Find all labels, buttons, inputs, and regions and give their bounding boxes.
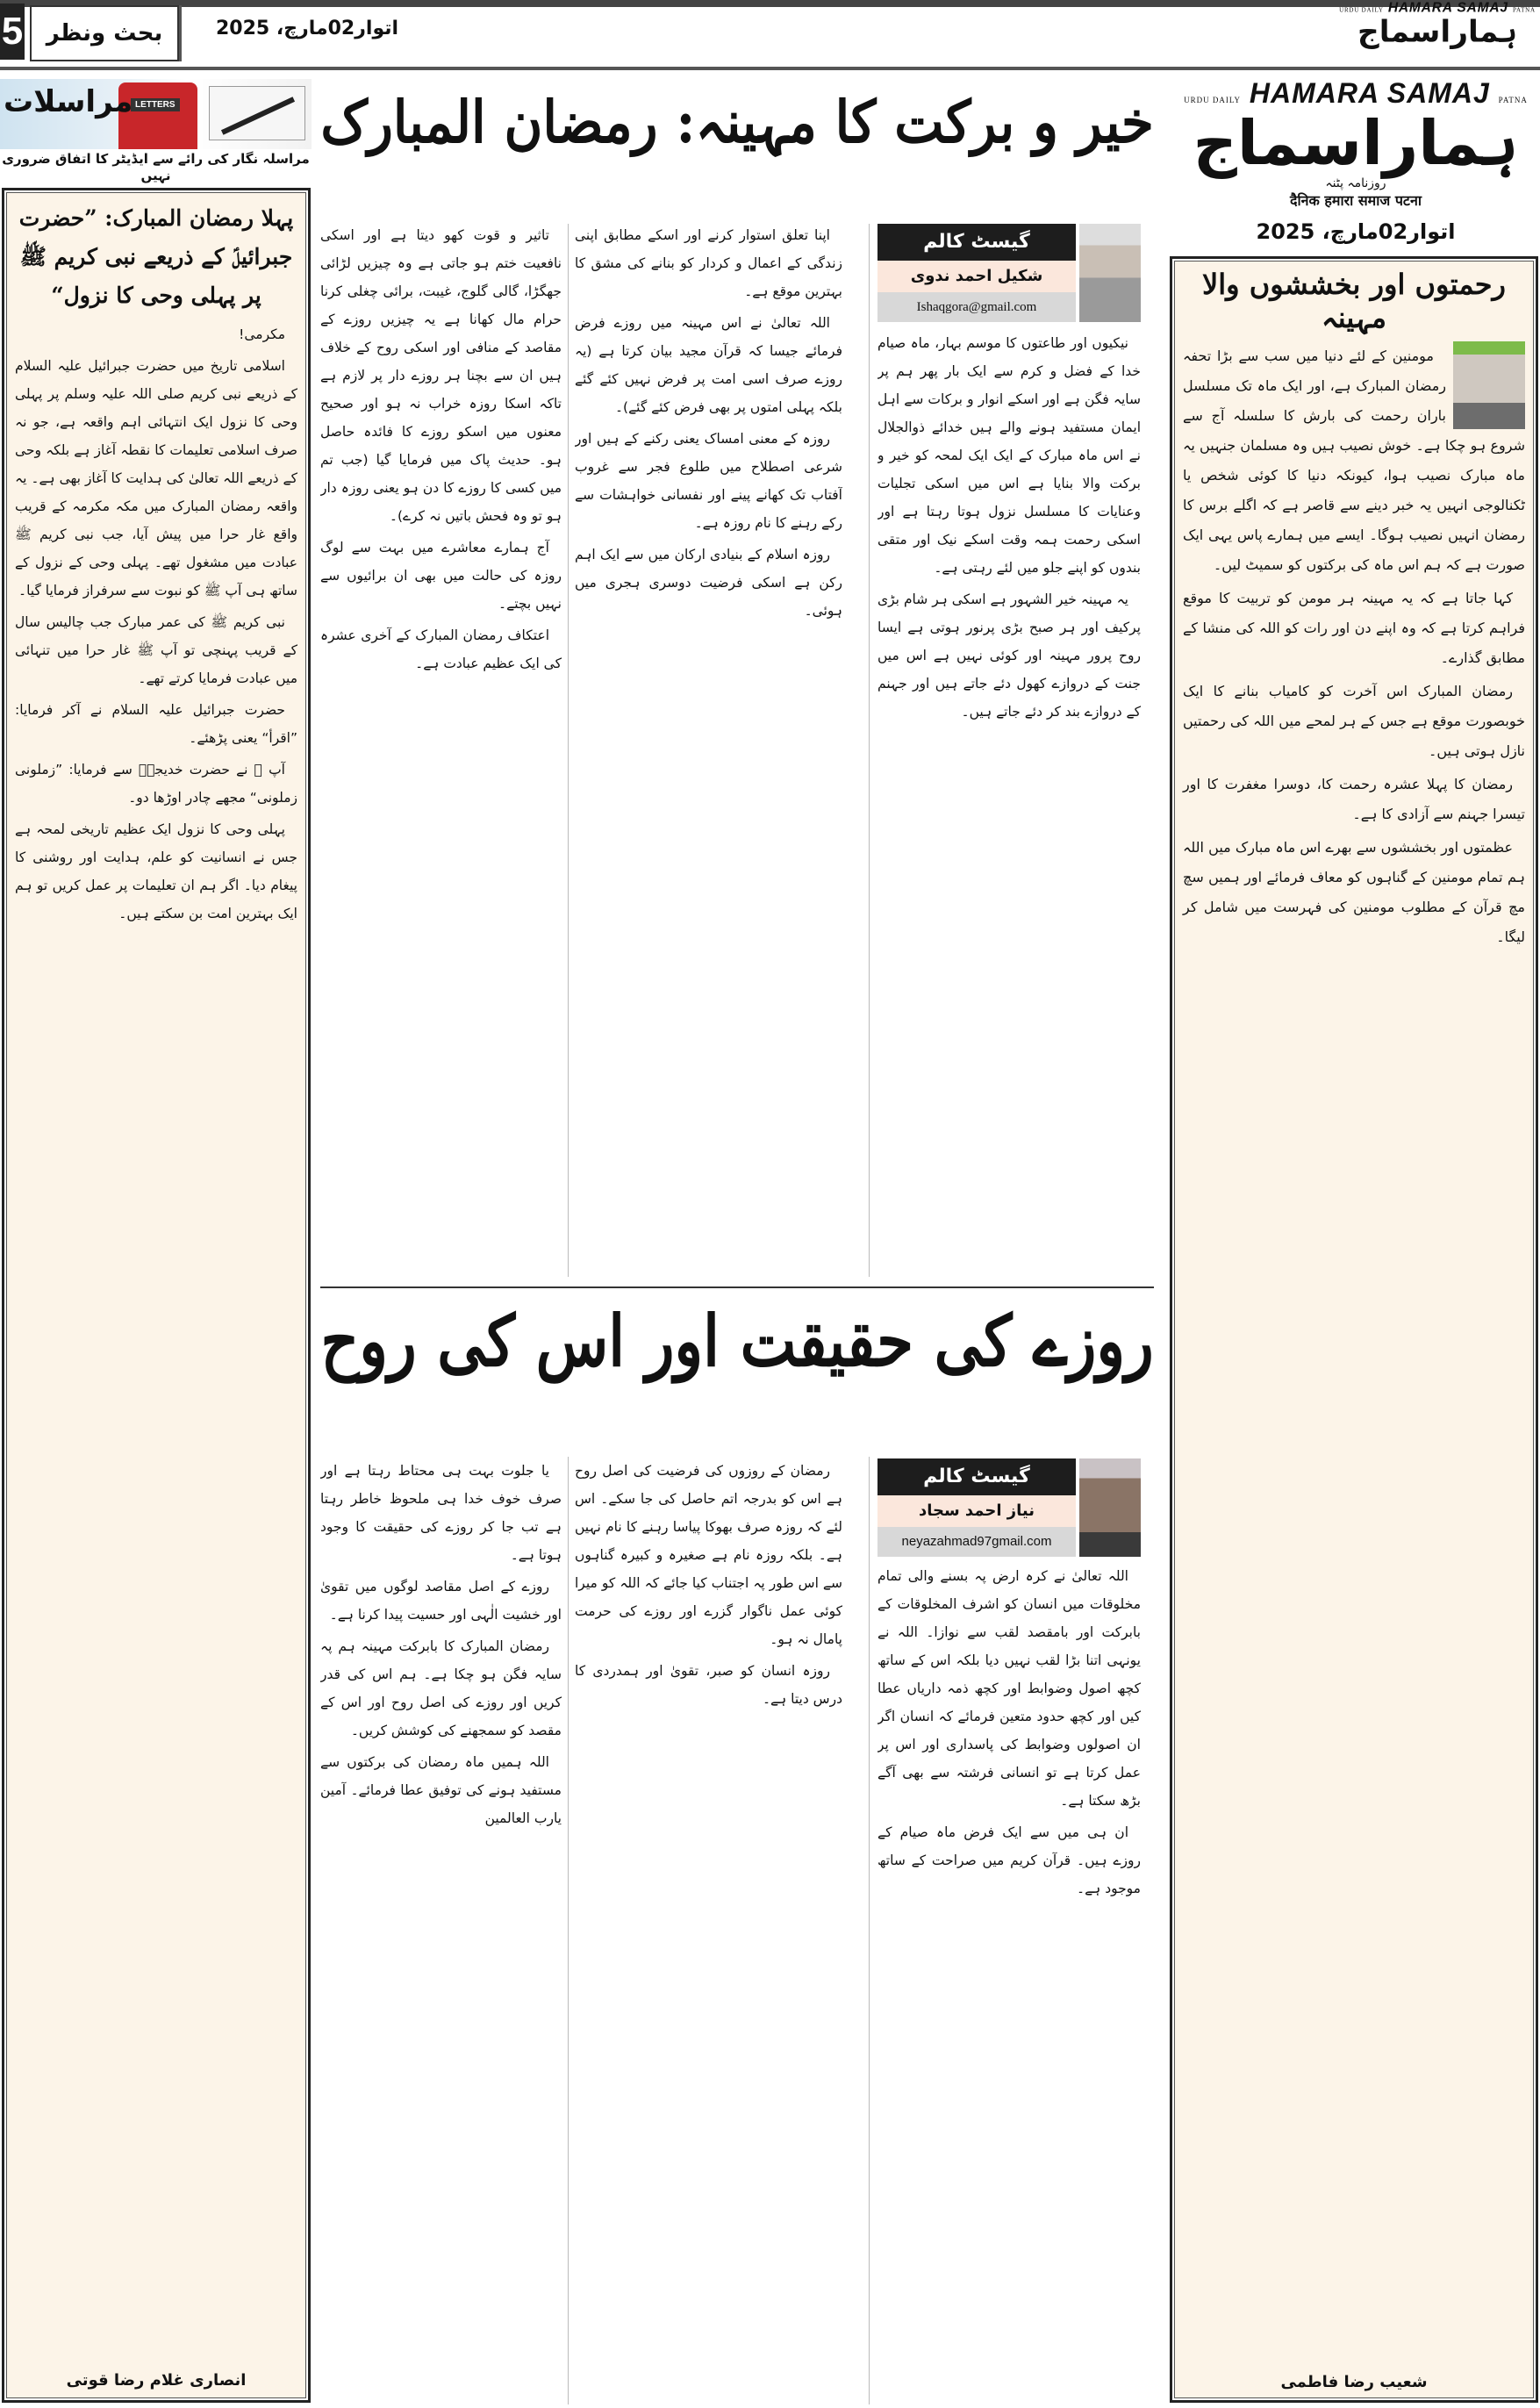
- paragraph: آج ہمارے معاشرے میں بہت سے لوگ روزہ کی حالت میں بھی ان برائیوں سے نہیں بچتے۔: [320, 540, 562, 612]
- letter-headline: پہلا رمضان المبارک: ”حضرت جبرائیلؑ کے ذریعے نبی کریم ﷺ پر پہلی وحی کا نزول“: [18, 205, 294, 308]
- guest-column-box: [877, 224, 1141, 322]
- letter-article: [2, 188, 311, 2403]
- logo-hindi: दैनिक हमारा समाज पटना: [1290, 192, 1422, 209]
- paragraph: رمضان المبارک کا بابرکت مہینہ ہم پہ سایہ فگن ہو چکا ہے۔ ہم اس کی قدر کریں اور روزے کی اصل روح اور اس کے مقصد کو سمجھنے کی کوشش کریں۔: [320, 1638, 562, 1738]
- article1-column-2: [575, 221, 842, 1281]
- editorial-author: شعیب رضا فاطمی: [1280, 2373, 1428, 2391]
- paragraph: ان ہی میں سے ایک فرض ماہ صیام کے روزے ہیں۔ قرآن کریم میں صراحت کے ساتھ موجود ہے۔: [877, 1824, 1141, 1896]
- paragraph: پہلی وحی کا نزول ایک عظیم تاریخی لمحہ ہے جس نے انسانیت کو علم، ہدایت اور روشنی کا پیغام دیا۔ اگر ہم ان تعلیمات پر عمل کریں تو ہم ایک بہترین امت بن سکتے ہیں۔: [15, 821, 297, 921]
- edition-date: اتوار02مارچ، 2025: [1256, 219, 1456, 244]
- letters-disclaimer: مراسلہ نگار کی رائے سے ایڈیٹر کا اتفاق ضروری نہیں: [2, 151, 310, 183]
- paragraph: رمضان کے روزوں کی فرضیت کی اصل روح ہے اس کو بدرجہ اتم حاصل کی جا سکے۔ اس لئے کہ روزہ صرف بھوکا پیاسا رہنے کا نام نہیں ہے۔ بلکہ روزہ نام ہے صغیرہ و کبیرہ گناہوں سے اس طور پہ اجتناب کیا جائے کہ اللہ کو میرا کوئی عمل ناگوار گزرے اور روزے کی حرمت پامال نہ ہو۔: [575, 1463, 842, 1647]
- paragraph: تاثیر و قوت کھو دیتا ہے اور اسکی نافعیت ختم ہو جاتی ہے وہ چیزیں لڑائی جھگڑا، گالی گلوج، غیبت، برائی چغلی کرنا حرام مال کھانا ہے یہ چیزیں روزے کے مقاصد کے منافی اور اسکی روح کے خلاف ہیں ان سے بچنا ہر روزے دار پر لازم ہے تاکہ اسکا روزہ خراب نہ ہو اور صحیح معنوں میں اسکو روزے کا فائدہ حاصل ہو۔ حدیث پاک میں فرمایا گیا (جب تم میں کسی کا روزے کا دن ہو یعنی روزہ دار ہو تو وہ فحش باتیں نہ کرے)۔: [320, 227, 562, 524]
- paragraph: اسلامی تاریخ میں حضرت جبرائیل علیہ السلام کے ذریعے نبی کریم صلی اللہ علیہ وسلم پر پہلی وحی کا نزول ایک انتہائی اہم واقعہ ہے، جو نہ صرف اسلامی تعلیمات کا نقطہ آغاز ہے بلکہ وحی کے ذریعے اللہ تعالیٰ کی ہدایت کا آغاز بھی ہے۔ یہ واقعہ رمضان المبارک میں مکہ مکرمہ کے قریب واقع غار حرا میں پیش آیا، جب نبی کریم ﷺ عبادت میں مشغول تھے۔ پہلی وحی کے نزول کے ساتھ ہی آپ ﷺ کو نبوت سے سرفراز فرمایا گیا۔: [15, 358, 297, 598]
- page-number: 5: [0, 4, 25, 60]
- article1-column-3: [320, 221, 562, 1281]
- paragraph: نیکیوں اور طاعتوں کا موسم بہار، ماہ صیام خدا کے فضل و کرم سے ایک بار پھر ہم پر سایہ فگن ہے اور اسکے انوار و برکات سے اہل ایمان مستفید ہونے والے ہیں خدائے ذوالجلال نے اس ماہ مبارک کے ایک ایک لمحہ کو خیر و برکت والا بنایا ہے اس میں اسکی تجلیات وعنایات کا مسلسل نزول ہوتا رہتا ہے اور اسکی رحمت ہمہ وقت اسکے نیک اور متقی بندوں کو اپنے جلو میں لئے رہتی ہے۔: [877, 335, 1141, 576]
- paragraph: اپنا تعلق استوار کرنے اور اسکے مطابق اپنی زندگی کے اعمال و کردار کو بنانے کی مشق کا بہترین موقع ہے۔: [575, 227, 842, 299]
- article2-headline-wrap: [320, 1299, 1154, 1383]
- article1-column-1: [877, 329, 1141, 1281]
- article1-headline-wrap: [320, 88, 1154, 157]
- article2-column-3: [320, 1457, 562, 2404]
- logo-urdu: ہماراسماج: [1193, 107, 1519, 179]
- editorial-article: [1170, 256, 1538, 2403]
- logo-urdu-small: روزنامہ پٹنہ: [1325, 176, 1386, 190]
- paragraph: اللہ تعالیٰ نے اس مہینہ میں روزے فرض فرمائے جیسا کہ قرآن مجید بیان کرتا ہے (یہ روزے صرف اسی امت پر فرض نہیں کئے گئے بلکہ پہلی امتوں پر بھی فرض کئے گئے)۔: [575, 315, 842, 415]
- guest-column-label: گیسٹ کالم: [877, 1458, 1076, 1495]
- paragraph: اللہ تعالیٰ نے کرہ ارض پہ بسنے والی تمام مخلوقات میں انسان کو اشرف المخلوقات کے بابرکت اور بامقصد لقب سے نوازا۔ اللہ نے یونہی اتنا بڑا لقب نہیں دیا بلکہ اس کے ساتھ کچھ اصول وضوابط اور کچھ ذمہ داریاں عطا کیں اور کچھ حدود متعین فرمائے کہ انسان اگر ان اصولوں وضوابط کی پاسداری اور اس پر عمل کرتا ہے تو انسانی فرشتہ سے بھی آگے بڑھ سکتا ہے۔: [877, 1568, 1141, 1809]
- paragraph: اللہ ہمیں ماہ رمضان کی برکتوں سے مستفید ہونے کی توفیق عطا فرمائے۔ آمین یارب العالمین: [320, 1754, 562, 1826]
- logo-english: [1335, 0, 1540, 16]
- paragraph: نبی کریم ﷺ کی عمر مبارک جب چالیس سال کے قریب پہنچی تو آپ ﷺ غار حرا میں تنہائی میں عبادت فرمایا کرتے تھے۔: [15, 614, 297, 686]
- mailbox-label: LETTERS: [131, 98, 180, 111]
- paragraph: عظمتوں اور بخششوں سے بھرے اس ماہ مبارک میں اللہ ہم تمام مومنین کے گناہوں کو معاف فرمائے اور ہمیں سچ مچ قرآن کے مطلوب مومنین کی فہرست میں شامل کر لیگا۔: [1183, 839, 1525, 945]
- paragraph: حضرت جبرائیل علیہ السلام نے آکر فرمایا: ”اقرأ“ یعنی پڑھئے۔: [15, 702, 297, 746]
- letter-author: انصاری غلام رضا قوتی: [66, 2371, 247, 2390]
- column-divider: [568, 224, 569, 1277]
- logo-suffix: PATNA: [1498, 96, 1528, 104]
- guest-column-box: [877, 1458, 1141, 1557]
- author-photo: [1079, 224, 1141, 322]
- editorial-headline: رحمتوں اور بخششوں والا مہینہ: [1202, 268, 1506, 334]
- header-date: اتوار02مارچ، 2025: [215, 18, 399, 39]
- paragraph: آپ ﷺ نے حضرت خدیجہؓ سے فرمایا: ”زملونی زملونی“ مجھے چادر اوڑھا دو۔: [15, 762, 297, 806]
- guest-column-label: گیسٹ کالم: [877, 224, 1076, 261]
- paragraph: مکرمی!: [239, 326, 285, 342]
- paragraph: روزہ انسان کو صبر، تقویٰ اور ہمدردی کا درس دیتا ہے۔: [575, 1663, 842, 1707]
- article2-column-1: [877, 1562, 1141, 2404]
- column-divider: [869, 224, 870, 1277]
- paragraph: یہ مہینہ خیر الشہور ہے اسکی ہر شام بڑی پرکیف اور ہر صبح بڑی پرنور ہوتی ہے ایسا روح پرور مہینہ اور کوئی نہیں ہے اس میں جنت کے دروازے کھول دئے جاتے ہیں اور جہنم کے دروازے بند کر دئے جاتے ہیں۔: [877, 591, 1141, 720]
- logo-prefix: URDU DAILY: [1339, 6, 1384, 13]
- logo-urdu: ہماراسماج: [1357, 14, 1517, 50]
- paragraph: اعتکاف رمضان المبارک کے آخری عشرہ کی ایک عظیم عبادت ہے۔: [320, 627, 562, 671]
- paragraph: رمضان المبارک اس آخرت کو کامیاب بنانے کا ایک خوبصورت موقع ہے جس کے ہر لمحے میں اللہ کی رحمتیں نازل ہوتی ہیں۔: [1183, 683, 1525, 759]
- column-divider: [568, 1457, 569, 2404]
- paragraph: رمضان کا پہلا عشرہ رحمت کا، دوسرا مغفرت کا اور تیسرا جہنم سے آزادی کا ہے۔: [1183, 776, 1525, 822]
- article1-headline: خیر و برکت کا مہینہ: رمضان المبارک: [320, 88, 1154, 156]
- paragraph: مومنین کے لئے دنیا میں سب سے بڑا تحفہ رمضان المبارک ہے، اور ایک ماہ تک مسلسل باران رحمت کی بارش کا سلسلہ آج سے شروع ہو چکا ہے۔ خوش نصیب ہیں وہ مسلمان جنہیں یہ ماہ مبارک نصیب ہوا، کیونکہ دنیا کا کوئی شخص یا ٹکنالوجی انہیں یہ خبر دینے سے قاصر ہے کہ اگلے برس کا رمضان انہیں نصیب ہوگا۔ ایسے میں ہمارے پاس یہی ایک صورت ہے کہ ہم اس ماہ کی برکتوں کو سمیٹ لیں۔: [1183, 348, 1525, 573]
- article2-column-2: [575, 1457, 842, 2404]
- author-photo: [1453, 341, 1525, 429]
- author-name: نیاز احمد سجاد: [877, 1495, 1076, 1527]
- logo-english: [1176, 77, 1536, 110]
- logo-name: HAMARA SAMAJ: [1249, 77, 1490, 109]
- section-divider: [320, 1286, 1154, 1288]
- paragraph: روزہ اسلام کے بنیادی ارکان میں سے ایک اہم رکن ہے اسکی فرضیت دوسری ہجری میں ہوئی۔: [575, 547, 842, 619]
- article2-headline: روزے کی حقیقت اور اس کی روح: [320, 1300, 1154, 1382]
- author-name: شکیل احمد ندوی: [877, 261, 1076, 292]
- letter-body: [15, 320, 297, 928]
- author-email: neyazahmad97gmail.com: [877, 1527, 1076, 1557]
- masthead-logo-small: [1335, 0, 1540, 48]
- banner-title: مراسلات: [4, 84, 133, 119]
- masthead-logo: [1176, 77, 1536, 210]
- section-title: بحث ونظر: [30, 5, 179, 61]
- logo-name: HAMARA SAMAJ: [1387, 0, 1508, 16]
- logo-suffix: PATNA: [1512, 6, 1536, 13]
- paragraph: کہا جاتا ہے کہ یہ مہینہ ہر مومن کو تربیت کا موقع فراہم کرتا ہے کہ وہ اپنے دن اور رات کو اللہ کی منشا کے مطابق گذارے۔: [1183, 590, 1525, 666]
- paragraph: یا جلوت بہت ہی محتاط رہتا ہے اور صرف خوف خدا ہی ملحوظ خاطر رہتا ہے تب جا کر روزے کی حقیقت کا وجود ہوتا ہے۔: [320, 1463, 562, 1563]
- author-email: Ishaqgora@gmail.com: [877, 292, 1076, 322]
- paragraph: روزے کے اصل مقاصد لوگوں میں تقویٰ اور خشیت الٰہی اور حسیت پیدا کرنا ہے۔: [320, 1579, 562, 1623]
- logo-prefix: URDU DAILY: [1184, 96, 1241, 104]
- editorial-body: [1183, 341, 1525, 952]
- column-divider: [869, 1457, 870, 2404]
- paragraph: روزہ کے معنی امساک یعنی رکنے کے ہیں اور شرعی اصطلاح میں طلوع فجر سے غروب آفتاب تک کھانے پینے اور نفسانی خواہشات سے رکے رہنے کا نام روزہ ہے۔: [575, 431, 842, 531]
- author-photo: [1079, 1458, 1141, 1557]
